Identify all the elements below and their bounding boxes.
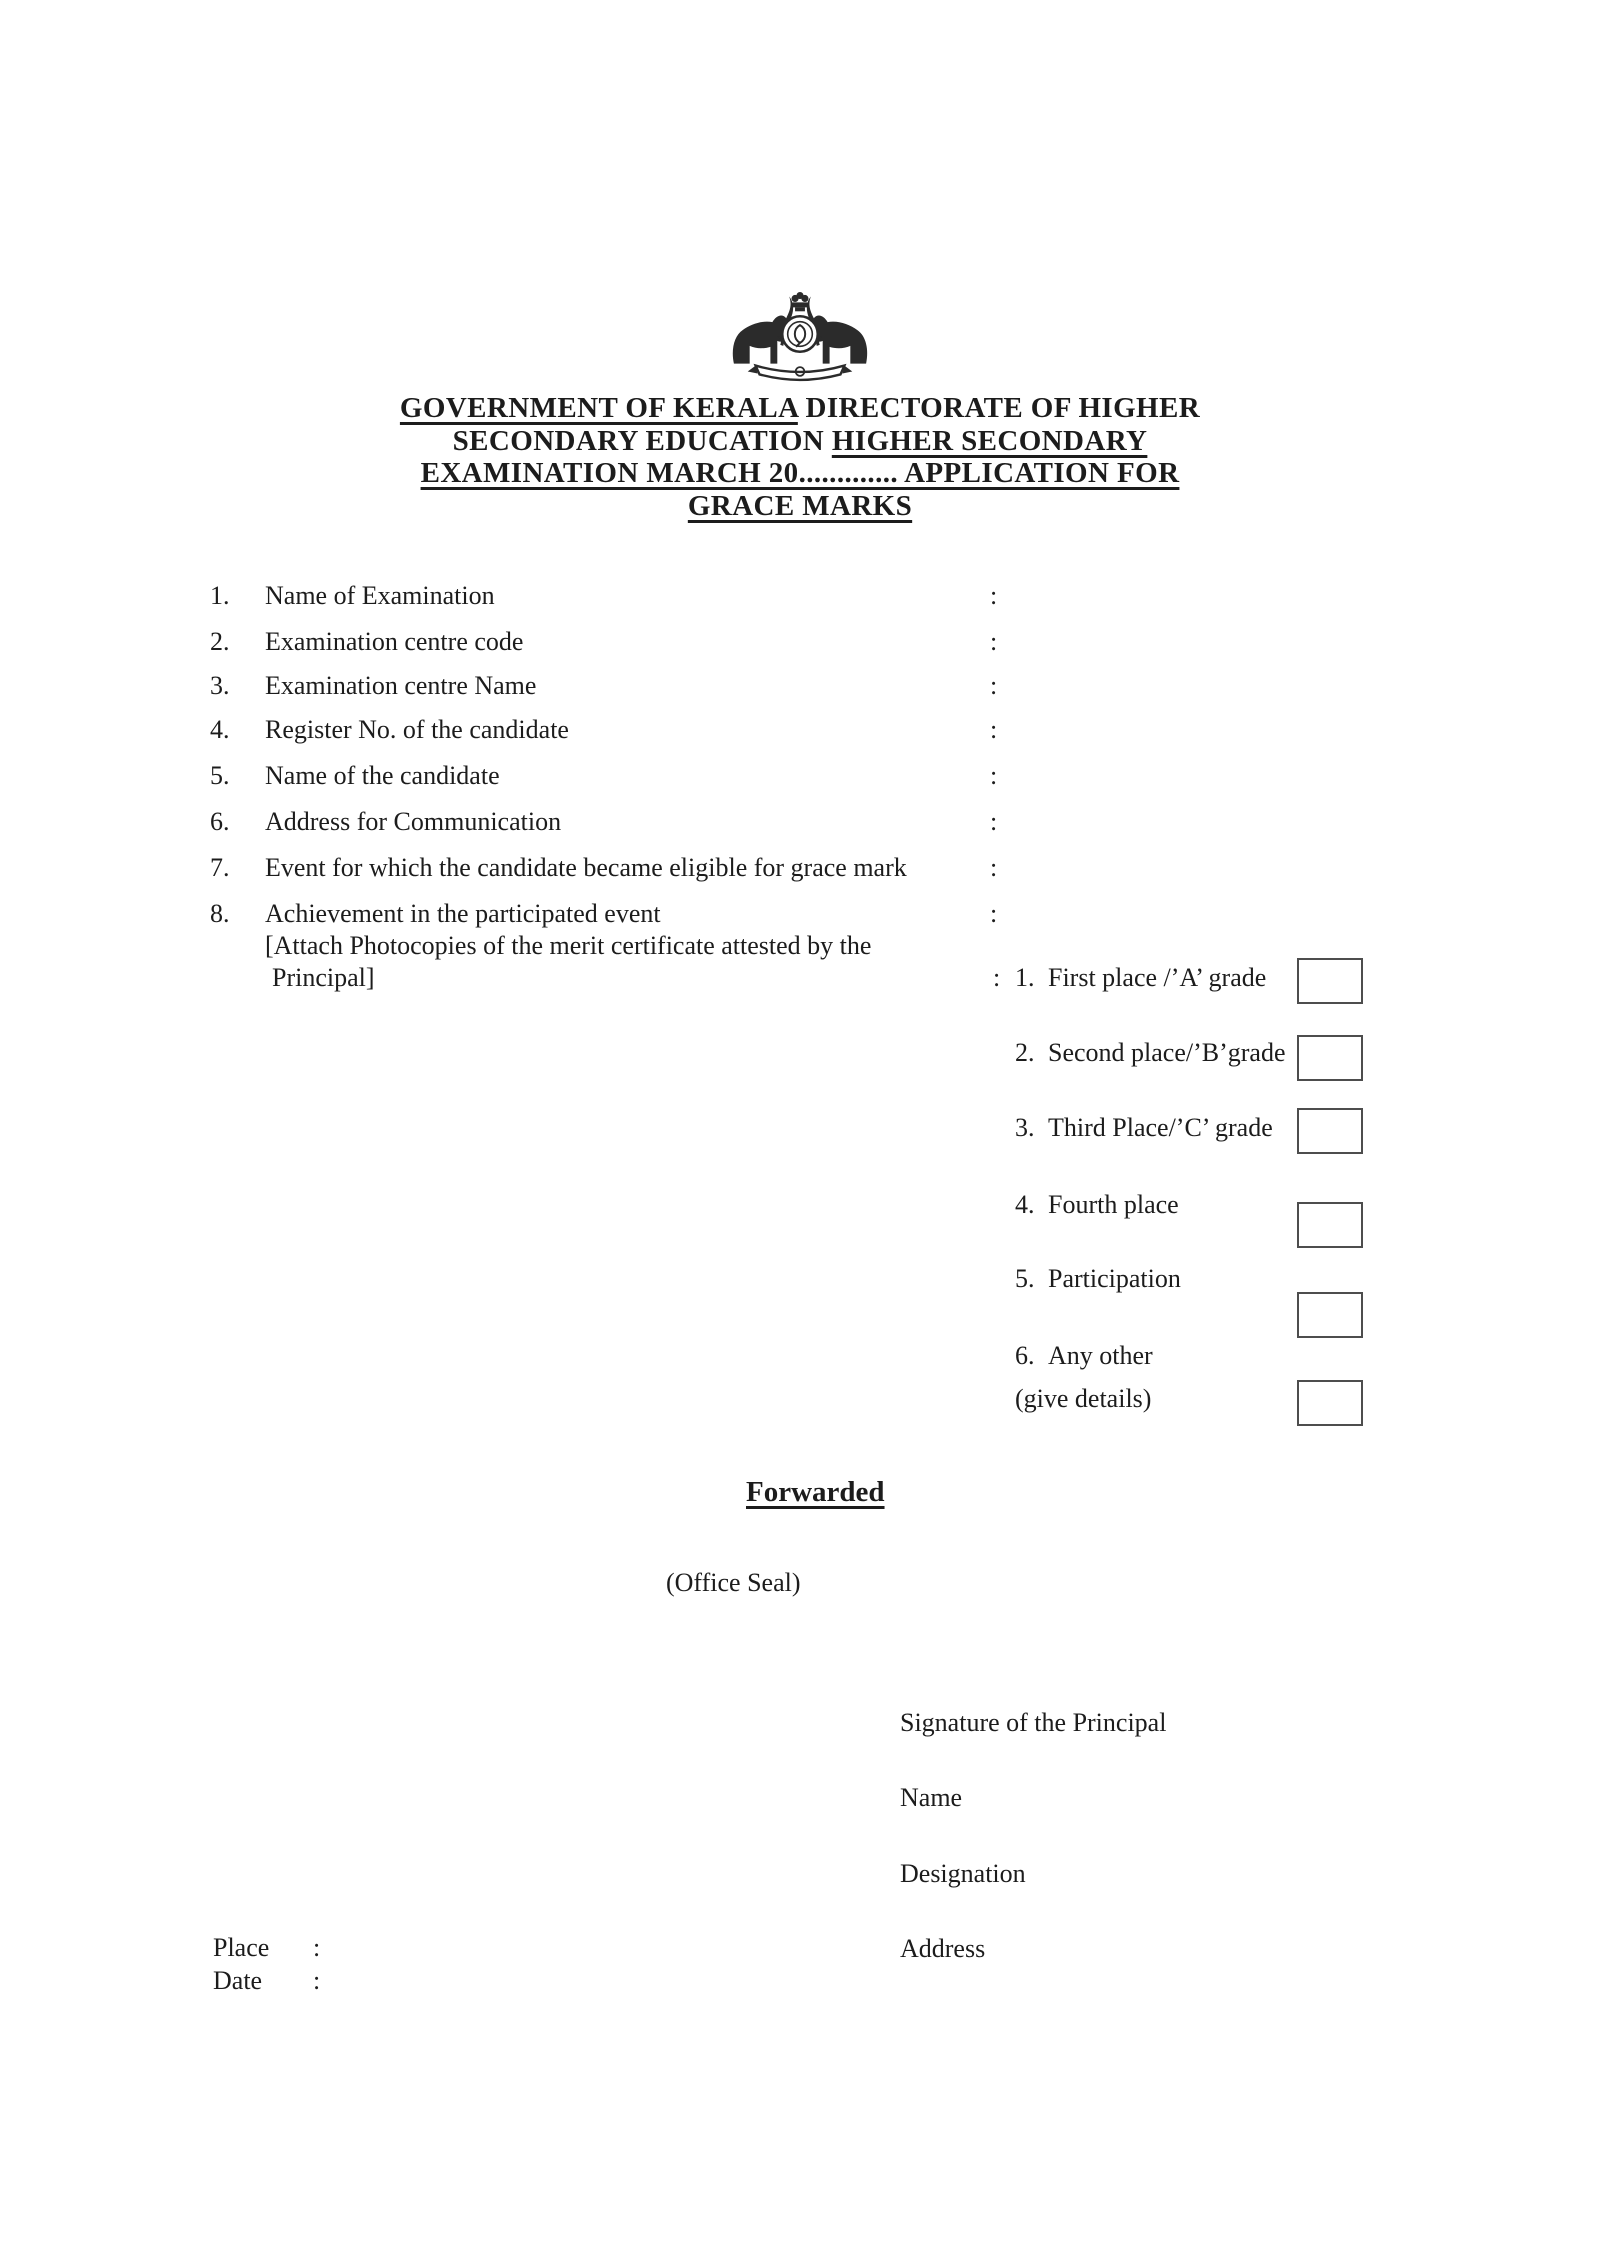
form-item-row xyxy=(210,759,1460,793)
grade-checkbox[interactable] xyxy=(1297,1202,1363,1248)
grade-checkbox[interactable] xyxy=(1297,1108,1363,1154)
grade-checkbox[interactable] xyxy=(1297,1035,1363,1081)
item-label: Examination centre code xyxy=(265,627,524,656)
item-label: Event for which the candidate became eligible for grace mark xyxy=(265,853,907,882)
designation-label: Designation xyxy=(900,1859,1026,1888)
item-number: 3. xyxy=(210,671,230,700)
option-label: Participation xyxy=(1048,1264,1181,1293)
option-label: Third Place/’C’ grade xyxy=(1048,1113,1273,1142)
title-underlined-text: EXAMINATION MARCH 20............. APPLICATION FOR xyxy=(420,457,1180,489)
item-number: 6. xyxy=(210,807,230,836)
title-underlined-text: GRACE MARKS xyxy=(687,489,913,522)
forwarded-heading: Forwarded xyxy=(746,1476,885,1508)
achievement-colon: : xyxy=(993,963,1001,992)
item-colon: : xyxy=(990,807,998,836)
form-title xyxy=(365,392,1235,522)
item-number: 4. xyxy=(210,715,230,744)
item-label: Achievement in the participated event xyxy=(265,899,661,928)
date-colon: : xyxy=(313,1966,321,1995)
item-label: Register No. of the candidate xyxy=(265,715,569,744)
option-label: Any other xyxy=(1048,1341,1153,1370)
title-line xyxy=(365,457,1235,490)
option-label: Second place/’B’grade xyxy=(1048,1038,1286,1067)
achievement-option-row xyxy=(993,961,1453,995)
option-number: 2. xyxy=(1015,1038,1035,1067)
item-label: Address for Communication xyxy=(265,807,562,836)
form-item-row xyxy=(210,713,1460,747)
option-number: 4. xyxy=(1015,1190,1035,1219)
office-seal-label: (Office Seal) xyxy=(666,1568,801,1597)
option-sublabel: (give details) xyxy=(1015,1384,1152,1413)
place-row xyxy=(213,1931,321,1965)
achievement-option-row xyxy=(993,1036,1453,1070)
item-colon: : xyxy=(990,715,998,744)
form-item-row xyxy=(210,805,1460,839)
title-text: SECONDARY EDUCATION xyxy=(452,424,832,457)
option-label: Fourth place xyxy=(1048,1190,1179,1219)
title-line xyxy=(365,490,1235,523)
item-number: 1. xyxy=(210,581,230,610)
item-label: Name of the candidate xyxy=(265,761,500,790)
form-item-row xyxy=(210,579,1460,613)
option-number: 1. xyxy=(1015,963,1035,992)
item-colon: : xyxy=(990,761,998,790)
name-label: Name xyxy=(900,1783,963,1812)
item-label: Examination centre Name xyxy=(265,671,537,700)
item-colon: : xyxy=(990,581,998,610)
date-label: Date xyxy=(213,1966,263,1995)
place-colon: : xyxy=(313,1933,321,1962)
title-line xyxy=(365,392,1235,425)
item-number: 5. xyxy=(210,761,230,790)
form-item-row xyxy=(210,625,1460,659)
signature-of-principal-label: Signature of the Principal xyxy=(900,1708,1167,1737)
item-number: 2. xyxy=(210,627,230,656)
grade-checkbox[interactable] xyxy=(1297,1292,1363,1338)
option-number: 5. xyxy=(1015,1264,1035,1293)
item-colon: : xyxy=(990,627,998,656)
option-label: First place /’A’ grade xyxy=(1048,963,1267,992)
item-colon: : xyxy=(990,853,998,882)
title-underlined-text: HIGHER SECONDARY xyxy=(831,424,1148,457)
form-item-row xyxy=(210,669,1460,703)
achievement-option-row xyxy=(993,1339,1453,1413)
form-item-row xyxy=(210,851,1460,885)
item-colon: : xyxy=(990,899,998,928)
option-number: 3. xyxy=(1015,1113,1035,1142)
item-note: Principal] xyxy=(272,963,375,992)
place-label: Place xyxy=(213,1933,270,1962)
item-number: 8. xyxy=(210,899,230,928)
achievement-option-row xyxy=(993,1111,1453,1145)
grade-checkbox[interactable] xyxy=(1297,958,1363,1004)
option-number: 6. xyxy=(1015,1341,1035,1370)
title-underlined-text: GOVERNMENT OF KERALA xyxy=(399,392,798,424)
title-line xyxy=(365,425,1235,458)
item-number: 7. xyxy=(210,853,230,882)
item-label: Name of Examination xyxy=(265,581,495,610)
grade-checkbox[interactable] xyxy=(1297,1380,1363,1426)
item-note: [Attach Photocopies of the merit certificate attested by the xyxy=(265,931,872,960)
achievement-option-row xyxy=(993,1188,1453,1222)
address-label: Address xyxy=(900,1934,986,1963)
item-colon: : xyxy=(990,671,998,700)
date-row xyxy=(213,1964,321,1998)
kerala-emblem-icon xyxy=(726,284,874,384)
title-text: DIRECTORATE OF HIGHER xyxy=(797,392,1201,424)
achievement-option-row xyxy=(993,1262,1453,1296)
